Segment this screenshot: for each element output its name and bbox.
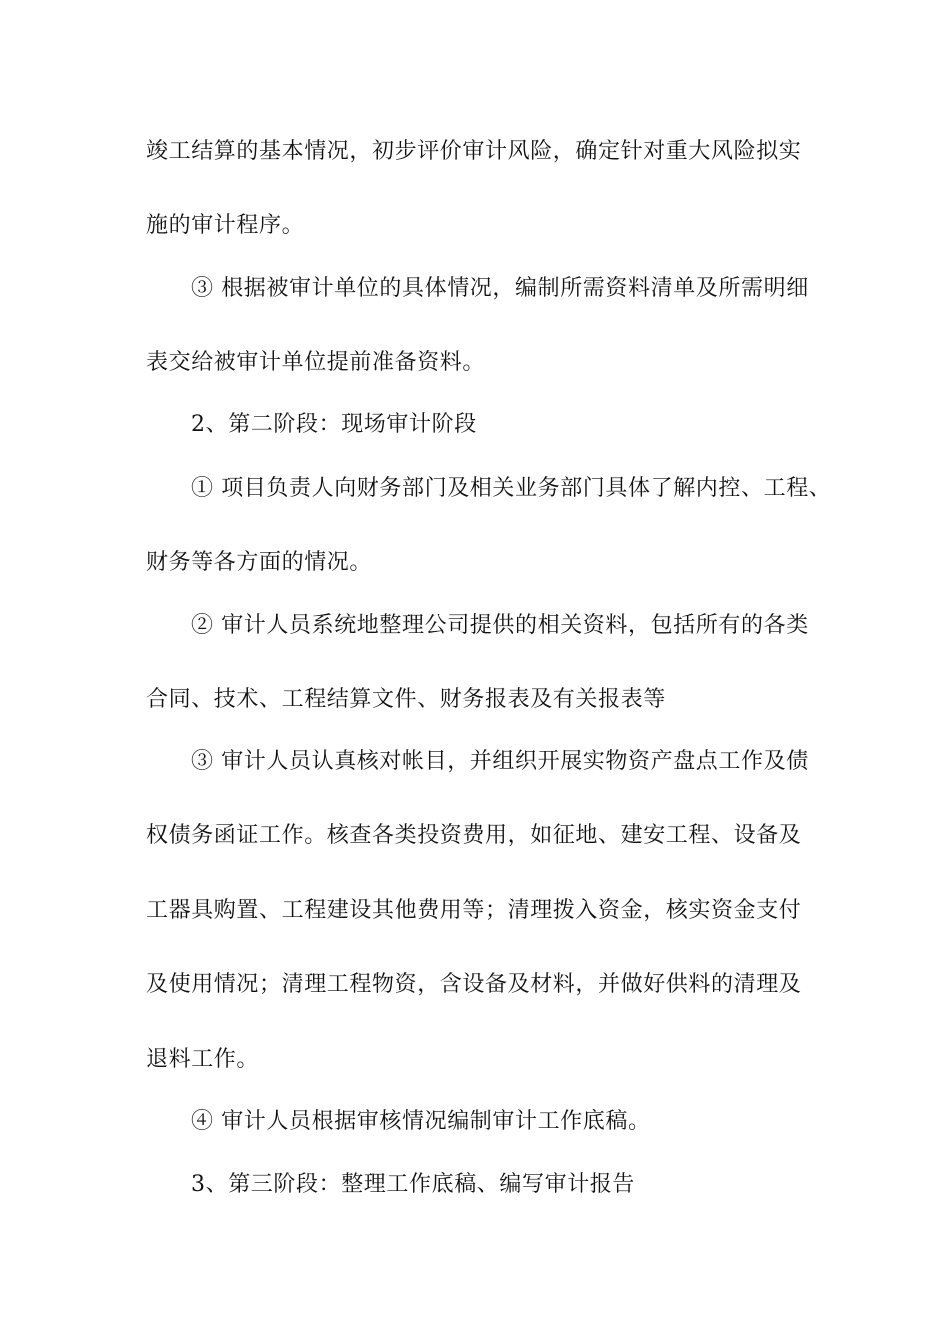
text-line: 退料工作。: [146, 1047, 260, 1072]
text-line: ① 项目负责人向财务部门及相关业务部门具体了解内控、工程、: [191, 476, 832, 501]
text-line: 工器具购置、工程建设其他费用等；清理拨入资金，核实资金支付: [146, 898, 802, 923]
text-line: ④ 审计人员根据审核情况编制审计工作底稿。: [191, 1109, 651, 1134]
text-line: 及使用情况；清理工程物资，含设备及材料，并做好供料的清理及: [146, 972, 802, 997]
text-line: 权债务函证工作。核查各类投资费用，如征地、建安工程、设备及: [146, 823, 802, 848]
text-line: 施的审计程序。: [146, 213, 305, 238]
text-line: 合同、技术、工程结算文件、财务报表及有关报表等: [146, 687, 666, 712]
text-line: ③ 审计人员认真核对帐目，并组织开展实物资产盘点工作及债: [191, 749, 809, 774]
section-heading: 2、第二阶段：现场审计阶段: [191, 412, 477, 437]
section-heading: 3、第三阶段：整理工作底稿、编写审计报告: [191, 1172, 635, 1197]
text-line: ③ 根据被审计单位的具体情况，编制所需资料清单及所需明细: [191, 276, 809, 301]
text-line: 竣工结算的基本情况，初步评价审计风险，确定针对重大风险拟实: [146, 139, 802, 164]
text-line: 财务等各方面的情况。: [146, 550, 373, 575]
text-line: 表交给被审计单位提前准备资料。: [146, 350, 486, 375]
text-line: ② 审计人员系统地整理公司提供的相关资料，包括所有的各类: [191, 613, 809, 638]
